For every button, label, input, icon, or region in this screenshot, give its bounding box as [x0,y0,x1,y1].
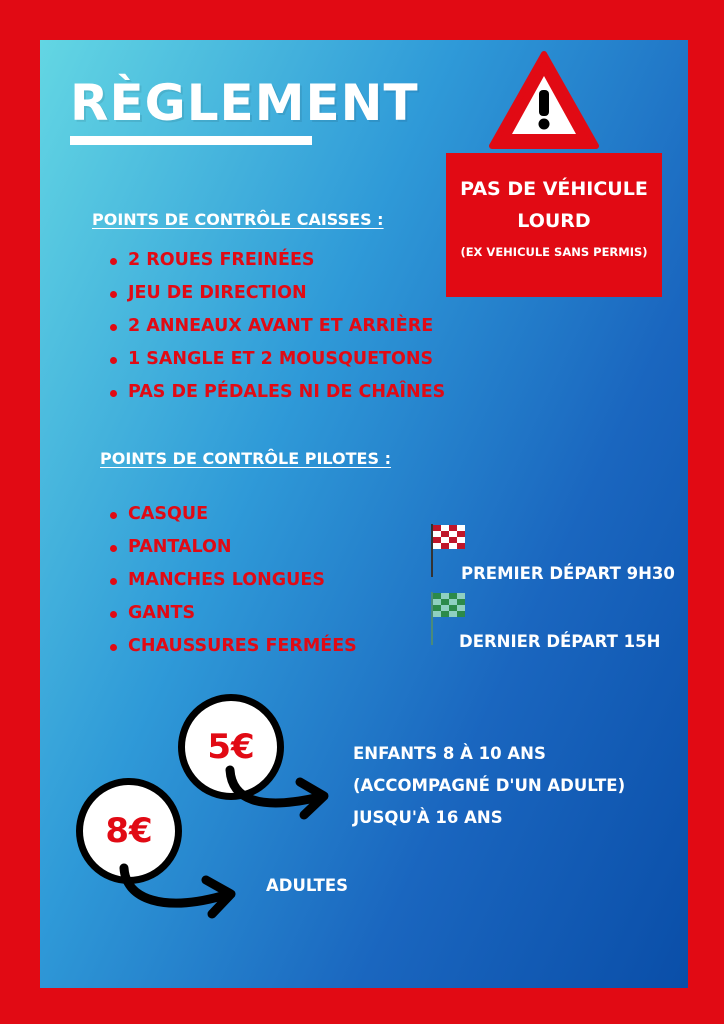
pilotes-section-title: POINTS DE CONTRÔLE PILOTES : [100,449,391,468]
warning-box [446,153,662,297]
list-item: CASQUE [108,498,357,531]
page-title: RÈGLEMENT [70,74,419,132]
arrow-right-icon [220,760,340,840]
caisses-section-title: POINTS DE CONTRÔLE CAISSES : [92,210,384,229]
warning-line-2: LOURD [517,210,591,232]
list-item: MANCHES LONGUES [108,564,357,597]
poster-panel [40,40,688,988]
child-info-line: (ACCOMPAGNÉ D'UN ADULTE) [353,776,626,795]
arrow-right-icon [114,860,244,940]
child-info-line: ENFANTS 8 À 10 ANS [353,744,546,763]
list-item: PANTALON [108,531,357,564]
child-price-badge: 5€ [178,694,284,800]
adult-price-badge: 8€ [76,778,182,884]
list-item: 2 ROUES FREINÉES [108,244,445,277]
child-info-line: JUSQU'À 16 ANS [353,808,503,827]
list-item: PAS DE PÉDALES NI DE CHAÎNES [108,376,445,409]
pilotes-list [108,498,357,663]
last-departure: DERNIER DÉPART 15H [459,632,661,651]
child-price-info [353,738,625,834]
warning-line-1: PAS DE VÉHICULE [460,178,648,200]
list-item: JEU DE DIRECTION [108,277,445,310]
list-item: CHAUSSURES FERMÉES [108,630,357,663]
warning-note: (EX VEHICULE SANS PERMIS) [460,245,648,259]
warning-triangle-icon [488,50,600,150]
warning-main [446,173,662,237]
adult-price-label: ADULTES [266,876,349,895]
title-underline [70,136,312,145]
list-item: 2 ANNEAUX AVANT ET ARRIÈRE [108,310,445,343]
caisses-list [108,244,445,409]
list-item: 1 SANGLE ET 2 MOUSQUETONS [108,343,445,376]
first-departure: PREMIER DÉPART 9H30 [461,564,675,583]
list-item: GANTS [108,597,357,630]
